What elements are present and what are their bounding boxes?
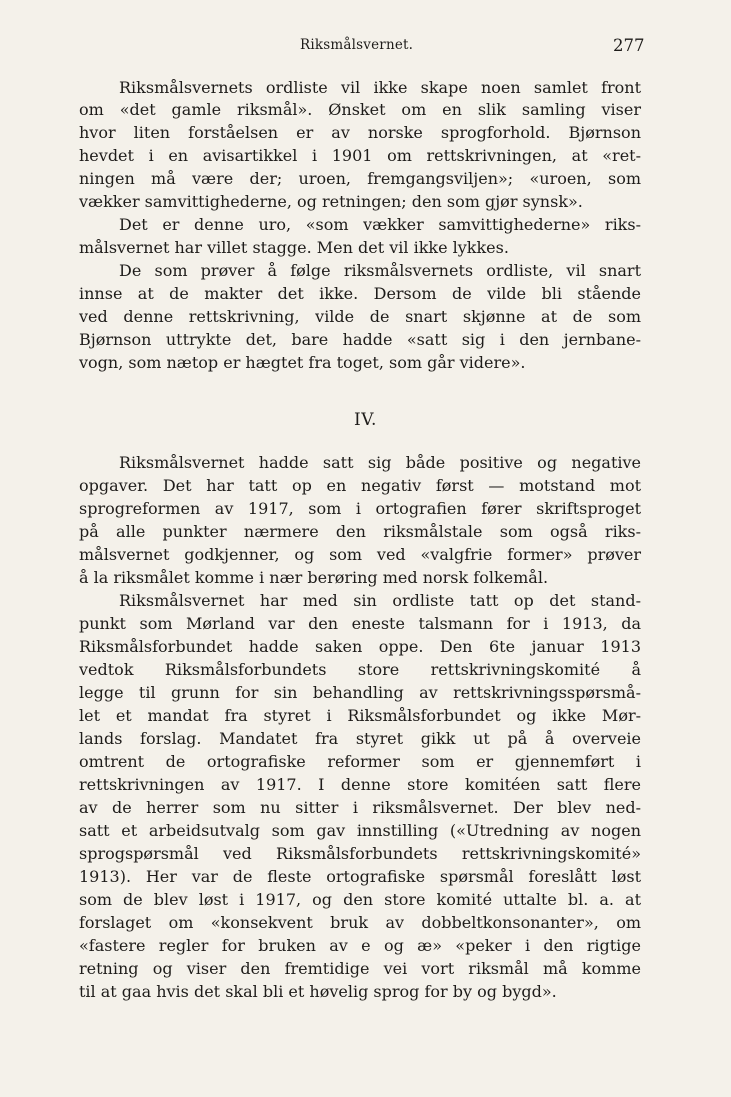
text-line: opgaver. Det har tatt op en negativ først — motstand mot [79, 476, 641, 495]
text-line: Riksmålsforbundet hadde saken oppe. Den 6te januar 1913 [79, 637, 641, 656]
text-line: ved denne rettskrivning, vilde de snart skjønne at de som [79, 307, 641, 326]
text-line: Riksmålsvernets ordliste vil ikke skape noen samlet front [119, 78, 641, 97]
text-line: ningen må være der; uroen, fremgangsviljen»; «uroen, som [79, 169, 641, 188]
text-line: som de blev løst i 1917, og den store komité uttalte bl. a. at [79, 890, 641, 909]
running-header [0, 37, 731, 59]
text-line: satt et arbeidsutvalg som gav innstilling («Utredning av nogen [79, 821, 641, 840]
text-line: Riksmålsvernet hadde satt sig både positive og negative [119, 453, 641, 472]
text-line: innse at de makter det ikke. Dersom de vilde bli stående [79, 284, 641, 303]
text-line: Riksmålsvernet har med sin ordliste tatt op det stand- [119, 591, 641, 610]
text-line: 1913). Her var de fleste ortografiske spørsmål foreslått løst [79, 867, 641, 886]
text-line: forslaget om «konsekvent bruk av dobbeltkonsonanter», om [79, 913, 641, 932]
text-line: av de herrer som nu sitter i riksmålsvernet. Der blev ned- [79, 798, 641, 817]
text-line: retning og viser den fremtidige vei vort riksmål må komme [79, 959, 641, 978]
text-line: på alle punkter nærmere den riksmålstale som også riks- [79, 522, 641, 541]
text-line: hevdet i en avisartikkel i 1901 om rettskrivningen, at «ret- [79, 146, 641, 165]
text-line: om «det gamle riksmål». Ønsket om en slik samling viser [79, 100, 641, 119]
text-line: å la riksmålet komme i nær berøring med norsk folkemål. [79, 568, 549, 587]
text-line: «fastere regler for bruken av e og æ» «peker i den rigtige [79, 936, 641, 955]
text-line: målsvernet har villet stagge. Men det vil ikke lykkes. [79, 238, 509, 257]
text-line: vækker samvittighederne, og retningen; den som gjør synsk». [79, 192, 583, 211]
text-line: hvor liten forståelsen er av norske sprogforhold. Bjørnson [79, 123, 641, 142]
text-line: lands forslag. Mandatet fra styret gikk ut på å overveie [79, 729, 641, 748]
text-line: De som prøver å følge riksmålsvernets ordliste, vil snart [119, 261, 641, 280]
text-line: Det er denne uro, «som vækker samvittighederne» riks- [119, 215, 641, 234]
text-line: Bjørnson uttrykte det, bare hadde «satt sig i den jernbane- [79, 330, 641, 349]
text-line: sprogreformen av 1917, som i ortografien fører skriftsproget [79, 499, 641, 518]
page-number: 277 [613, 36, 645, 55]
running-title: Riksmålsvernet. [300, 37, 414, 53]
text-line: punkt som Mørland var den eneste talsmann for i 1913, da [79, 614, 641, 633]
section-heading: IV. [354, 410, 377, 430]
text-line: rettskrivningen av 1917. I denne store komitéen satt flere [79, 775, 641, 794]
text-line: vogn, som nætop er hægtet fra toget, som går videre». [79, 353, 526, 372]
text-line: til at gaa hvis det skal bli et høvelig sprog for by og bygd». [79, 982, 557, 1001]
text-line: målsvernet godkjenner, og som ved «valgfrie former» prøver [79, 545, 641, 564]
text-line: omtrent de ortografiske reformer som er gjennemført i [79, 752, 641, 771]
text-line: vedtok Riksmålsforbundets store rettskrivningskomité å [79, 660, 641, 679]
text-line: let et mandat fra styret i Riksmålsforbundet og ikke Mør- [79, 706, 641, 725]
text-line: sprogspørsmål ved Riksmålsforbundets rettskrivningskomité» [79, 844, 641, 863]
text-line: legge til grunn for sin behandling av rettskrivningsspørsmå- [79, 683, 641, 702]
